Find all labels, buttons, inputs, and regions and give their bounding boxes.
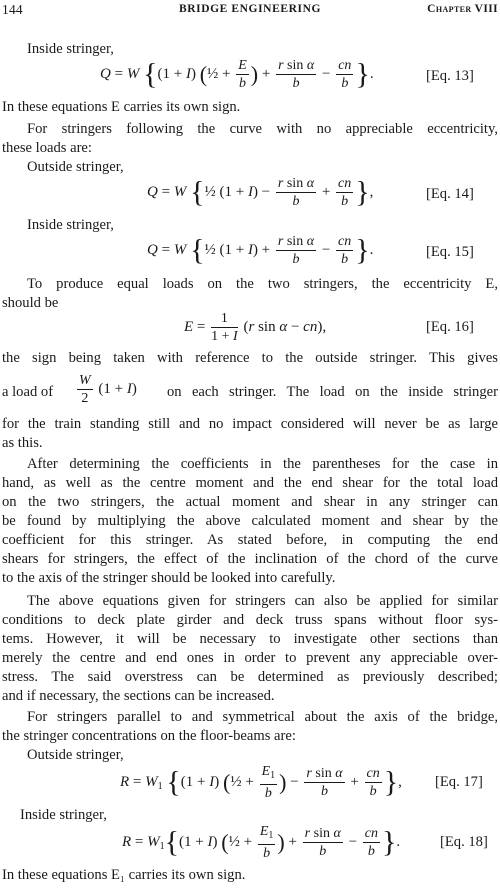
equation-14: Q = W {½ (1 + I) − $\frac{\text{r sin α}}{b}$ + $\frac{cn}{b}$ },	[147, 175, 374, 209]
equation-17: $R = W_1$ {(1 + I) (½ + $\frac{E_1}{b}$ ) − $\frac{\text{r sin α}}{b}$ + $\frac{cn}{b}$ },	[120, 764, 402, 801]
para-coefficients-line: be found by multiplying the above calculated moment and shear by the	[2, 513, 498, 529]
eq-15-number: [Eq. 15]	[426, 244, 474, 260]
para-deck-line: conditions to deck plate girder and deck truss spans without floor sys-	[2, 612, 498, 628]
para-deck-line: stress. The said overstress can be determined as previously described;	[2, 669, 498, 685]
para-coefficients-line: on the two stringers, the actual moment and shear in any stringer can	[2, 494, 498, 510]
equation-15: Q = W {½ (1 + I) + $\frac{\text{r sin α}}{b}$ − $\frac{cn}{b}$ }.	[147, 233, 374, 267]
chapter-label: Chapter VIII	[427, 3, 498, 15]
para-eccentricity-line2: should be	[2, 295, 59, 311]
para-deck-line: tems. However, it will be necessary to investigate other sections than	[2, 631, 498, 647]
para-coefficients-line: coefficient for this stringer. As stated before, in computing the end	[2, 532, 498, 548]
para-coefficients-line: to the axis of the stringer should be looked into carefully.	[2, 570, 336, 586]
eq-16-number: [Eq. 16]	[426, 319, 474, 335]
label-inside-stringer-2: Inside stringer,	[27, 217, 114, 233]
label-inside-stringer-3: Inside stringer,	[20, 807, 107, 823]
para-eccentricity-line1: To produce equal loads on the two stringers, the eccentricity E,	[27, 276, 498, 292]
para-coefficients-line: shears for stringers, the effect of the inclination of the chord of the curve	[2, 551, 498, 567]
eq-18-number: [Eq. 18]	[440, 834, 488, 850]
sign-note-e: In these equations E carries its own sign.	[2, 99, 241, 115]
para-deck-line: and if necessary, the sections can be increased.	[2, 688, 275, 704]
para-curve-line2: these loads are:	[2, 140, 92, 156]
eq-13-number: [Eq. 13]	[426, 68, 474, 84]
load-line-end: on each stringer. The load on the inside stringer	[167, 384, 498, 400]
para-parallel-line: the stringer concentrations on the floor-beams are:	[2, 728, 296, 744]
para-deck-line: The above equations given for stringers can also be applied for similar	[27, 593, 498, 609]
label-outside-stringer-1: Outside stringer,	[27, 159, 124, 175]
para-sign-reference: the sign being taken with reference to the outside stringer. This gives	[2, 350, 498, 366]
eq-14-number: [Eq. 14]	[426, 186, 474, 202]
para-train-line2: as this.	[2, 435, 43, 451]
para-curve-line1: For stringers following the curve with no appreciable eccentricity,	[27, 121, 498, 137]
load-line-start: a load of	[2, 384, 54, 400]
page-number: 144	[2, 2, 23, 17]
para-deck-line: merely the centre and end ones in order to prevent any appreciable over-	[2, 650, 498, 666]
equation-18: $R = W_1\{(1 + I)$ (½ + $\frac{E_1}{b}$ ) + $\frac{\text{r sin α}}{b}$ − $\frac{cn}{b}$ }.	[122, 824, 401, 861]
equation-16: E = $\frac{1}{1 + I}$ (r sin α − cn),	[184, 311, 327, 344]
para-parallel-line: For stringers parallel to and symmetrical about the axis of the bridge,	[27, 709, 498, 725]
label-inside-stringer-1: Inside stringer,	[27, 41, 114, 57]
para-coefficients-line: hand, as well as the centre moment and the end shear for the total load	[2, 475, 498, 491]
para-coefficients-line: After determining the coefficients in the parentheses for the case in	[27, 456, 498, 472]
load-fraction-w2: $\frac{W}{2}$ (1 + I)	[79, 373, 137, 406]
eq-17-number: [Eq. 17]	[435, 774, 483, 790]
sign-note-e1: In these equations E₁ carries its own sign.	[2, 867, 246, 883]
equation-13: Q = W {(1 + I) (½ + $\frac{E}{b}$ ) + $\frac{\text{r sin α}}{b}$ − $\frac{cn}{b}$ }.	[100, 57, 374, 91]
para-train-line1: for the train standing still and no impact considered will never be as large	[2, 416, 498, 432]
running-header	[2, 2, 498, 18]
label-outside-stringer-2: Outside stringer,	[27, 747, 124, 763]
running-title: BRIDGE ENGINEERING	[178, 3, 322, 15]
